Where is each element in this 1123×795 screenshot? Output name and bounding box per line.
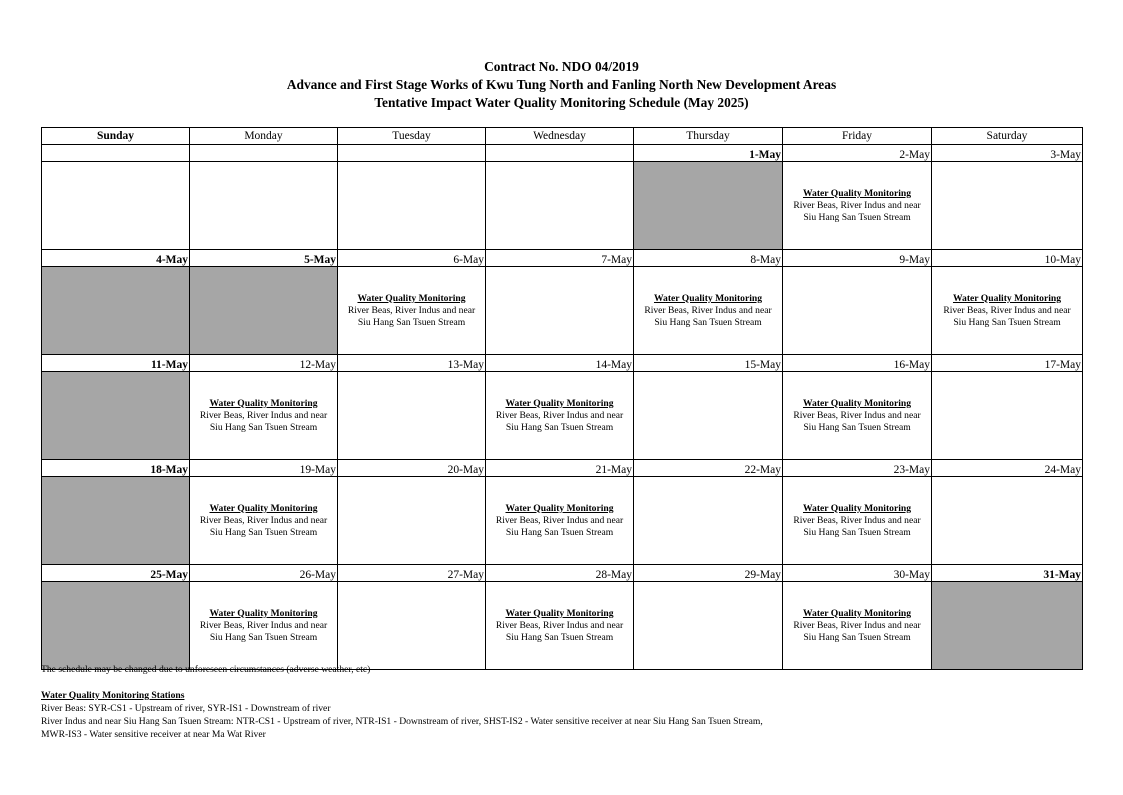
- day-cell: [634, 477, 783, 565]
- date-label: 1-May: [634, 145, 783, 162]
- date-label: 27-May: [338, 565, 486, 582]
- monitoring-activity: [932, 293, 1082, 329]
- day-cell: [932, 162, 1083, 250]
- holiday-cell: [42, 267, 190, 355]
- date-label: 8-May: [634, 250, 783, 267]
- day-cell: [634, 582, 783, 670]
- date-label: 31-May: [932, 565, 1083, 582]
- day-cell: [338, 267, 486, 355]
- monitoring-activity: [486, 398, 633, 434]
- date-label: 24-May: [932, 460, 1083, 477]
- activity-location: River Beas, River Indus and near: [943, 304, 1071, 316]
- activity-location: River Beas, River Indus and near: [793, 619, 921, 631]
- date-label: 5-May: [190, 250, 338, 267]
- date-label: 22-May: [634, 460, 783, 477]
- activity-title: Water Quality Monitoring: [653, 292, 762, 304]
- day-cell: [932, 477, 1083, 565]
- day-content-row: [42, 477, 1083, 565]
- date-label: 26-May: [190, 565, 338, 582]
- day-cell: [486, 372, 634, 460]
- date-label: 3-May: [932, 145, 1083, 162]
- date-label: 14-May: [486, 355, 634, 372]
- monitoring-activity: [634, 293, 782, 329]
- date-label: [190, 145, 338, 162]
- activity-title: Water Quality Monitoring: [209, 502, 318, 514]
- activity-location: River Beas, River Indus and near: [793, 514, 921, 526]
- holiday-cell: [190, 267, 338, 355]
- monitoring-activity: [783, 608, 931, 644]
- contract-number: Contract No. NDO 04/2019: [484, 59, 639, 74]
- holiday-cell: [42, 477, 190, 565]
- day-content-row: [42, 372, 1083, 460]
- weekday-header-row: [42, 128, 1083, 145]
- monitoring-activity: [783, 503, 931, 539]
- day-cell: [783, 267, 932, 355]
- activity-location: Siu Hang San Tsuen Stream: [505, 631, 614, 643]
- date-row: [42, 250, 1083, 267]
- day-cell: [783, 372, 932, 460]
- holiday-cell: [42, 372, 190, 460]
- activity-location: River Beas, River Indus and near: [199, 619, 328, 631]
- day-content-row: [42, 582, 1083, 670]
- day-cell: [190, 372, 338, 460]
- date-label: 12-May: [190, 355, 338, 372]
- weekday-thursday: Thursday: [634, 128, 783, 145]
- monitoring-activity: [338, 293, 485, 329]
- activity-location: River Beas, River Indus and near: [495, 409, 624, 421]
- day-cell: [783, 162, 932, 250]
- activity-location: Siu Hang San Tsuen Stream: [357, 316, 466, 328]
- day-cell: [486, 582, 634, 670]
- activity-location: Siu Hang San Tsuen Stream: [654, 316, 762, 328]
- date-label: 4-May: [42, 250, 190, 267]
- activity-location: River Beas, River Indus and near: [199, 514, 328, 526]
- day-cell: [783, 582, 932, 670]
- date-label: 15-May: [634, 355, 783, 372]
- day-cell: [338, 582, 486, 670]
- monitoring-activity: [190, 608, 337, 644]
- activity-title: Water Quality Monitoring: [802, 607, 911, 619]
- day-cell: [634, 267, 783, 355]
- date-label: 11-May: [42, 355, 190, 372]
- date-label: 7-May: [486, 250, 634, 267]
- day-content-row: [42, 162, 1083, 250]
- activity-title: Water Quality Monitoring: [209, 607, 318, 619]
- day-cell: [338, 162, 486, 250]
- weekday-sunday: Sunday: [42, 128, 190, 145]
- activity-location: River Beas, River Indus and near: [347, 304, 476, 316]
- date-label: 6-May: [338, 250, 486, 267]
- day-content-row: [42, 267, 1083, 355]
- date-label: 25-May: [42, 565, 190, 582]
- activity-title: Water Quality Monitoring: [505, 502, 614, 514]
- day-cell: [190, 582, 338, 670]
- date-label: [338, 145, 486, 162]
- date-label: 23-May: [783, 460, 932, 477]
- weekday-monday: Monday: [190, 128, 338, 145]
- date-label: 29-May: [634, 565, 783, 582]
- monitoring-activity: [486, 608, 633, 644]
- activity-title: Water Quality Monitoring: [505, 607, 614, 619]
- station-line: River Beas: SYR-CS1 - Upstream of river, SYR-IS1 - Downstream of river: [41, 703, 331, 714]
- schedule-note: The schedule may be changed due to unforeseen circumstances (adverse weather, etc): [41, 664, 371, 675]
- monitoring-activity: [783, 188, 931, 224]
- schedule-title: Tentative Impact Water Quality Monitoring Schedule (May 2025): [374, 95, 749, 110]
- activity-title: Water Quality Monitoring: [209, 397, 318, 409]
- day-cell: [783, 477, 932, 565]
- holiday-cell: [634, 162, 783, 250]
- day-cell: [190, 162, 338, 250]
- activity-title: Water Quality Monitoring: [505, 397, 614, 409]
- weekday-saturday: Saturday: [932, 128, 1083, 145]
- day-cell: [486, 162, 634, 250]
- day-cell: [338, 477, 486, 565]
- stations-title: Water Quality Monitoring Stations: [41, 690, 185, 701]
- date-label: [486, 145, 634, 162]
- activity-location: Siu Hang San Tsuen Stream: [209, 421, 318, 433]
- date-label: 19-May: [190, 460, 338, 477]
- activity-location: Siu Hang San Tsuen Stream: [505, 421, 614, 433]
- calendar-table: [41, 127, 1083, 670]
- date-label: [42, 145, 190, 162]
- activity-location: River Beas, River Indus and near: [793, 199, 921, 211]
- date-label: 9-May: [783, 250, 932, 267]
- activity-location: Siu Hang San Tsuen Stream: [953, 316, 1061, 328]
- activity-location: Siu Hang San Tsuen Stream: [803, 211, 911, 223]
- date-label: 30-May: [783, 565, 932, 582]
- activity-title: Water Quality Monitoring: [802, 187, 911, 199]
- date-label: 16-May: [783, 355, 932, 372]
- day-cell: [42, 162, 190, 250]
- weekday-friday: Friday: [783, 128, 932, 145]
- activity-location: Siu Hang San Tsuen Stream: [209, 526, 318, 538]
- date-label: 20-May: [338, 460, 486, 477]
- date-label: 18-May: [42, 460, 190, 477]
- activity-location: River Beas, River Indus and near: [495, 514, 624, 526]
- weekday-tuesday: Tuesday: [338, 128, 486, 145]
- activity-location: River Beas, River Indus and near: [644, 304, 772, 316]
- monitoring-activity: [190, 503, 337, 539]
- activity-location: Siu Hang San Tsuen Stream: [505, 526, 614, 538]
- day-cell: [486, 267, 634, 355]
- date-row: [42, 565, 1083, 582]
- date-row: [42, 145, 1083, 162]
- activity-location: Siu Hang San Tsuen Stream: [803, 421, 911, 433]
- activity-location: River Beas, River Indus and near: [199, 409, 328, 421]
- activity-title: Water Quality Monitoring: [952, 292, 1061, 304]
- document-header: [0, 58, 1123, 112]
- day-cell: [190, 477, 338, 565]
- date-label: 17-May: [932, 355, 1083, 372]
- activity-location: River Beas, River Indus and near: [793, 409, 921, 421]
- station-line: MWR-IS3 - Water sensitive receiver at near Ma Wat River: [41, 729, 266, 740]
- date-label: 10-May: [932, 250, 1083, 267]
- day-cell: [634, 372, 783, 460]
- project-title: Advance and First Stage Works of Kwu Tung North and Fanling North New Development Areas: [286, 77, 837, 92]
- day-cell: [338, 372, 486, 460]
- date-row: [42, 460, 1083, 477]
- activity-title: Water Quality Monitoring: [357, 292, 466, 304]
- station-line: River Indus and near Siu Hang San Tsuen Stream: NTR-CS1 - Upstream of river, NTR-IS1 - Downstream of river, SHST-IS2 - Water sensitive receiver at near Siu Hang San Tsuen Stream,: [41, 716, 763, 727]
- calendar-body: [42, 145, 1083, 670]
- activity-title: Water Quality Monitoring: [802, 502, 911, 514]
- monitoring-activity: [190, 398, 337, 434]
- date-row: [42, 355, 1083, 372]
- monitoring-activity: [783, 398, 931, 434]
- holiday-cell: [42, 582, 190, 670]
- weekday-wednesday: Wednesday: [486, 128, 634, 145]
- date-label: 2-May: [783, 145, 932, 162]
- activity-title: Water Quality Monitoring: [802, 397, 911, 409]
- activity-location: Siu Hang San Tsuen Stream: [209, 631, 318, 643]
- activity-location: Siu Hang San Tsuen Stream: [803, 526, 911, 538]
- day-cell: [932, 267, 1083, 355]
- date-label: 28-May: [486, 565, 634, 582]
- activity-location: River Beas, River Indus and near: [495, 619, 624, 631]
- day-cell: [932, 372, 1083, 460]
- day-cell: [486, 477, 634, 565]
- monitoring-activity: [486, 503, 633, 539]
- stations-legend: [41, 689, 763, 741]
- holiday-cell: [932, 582, 1083, 670]
- activity-location: Siu Hang San Tsuen Stream: [803, 631, 911, 643]
- date-label: 21-May: [486, 460, 634, 477]
- date-label: 13-May: [338, 355, 486, 372]
